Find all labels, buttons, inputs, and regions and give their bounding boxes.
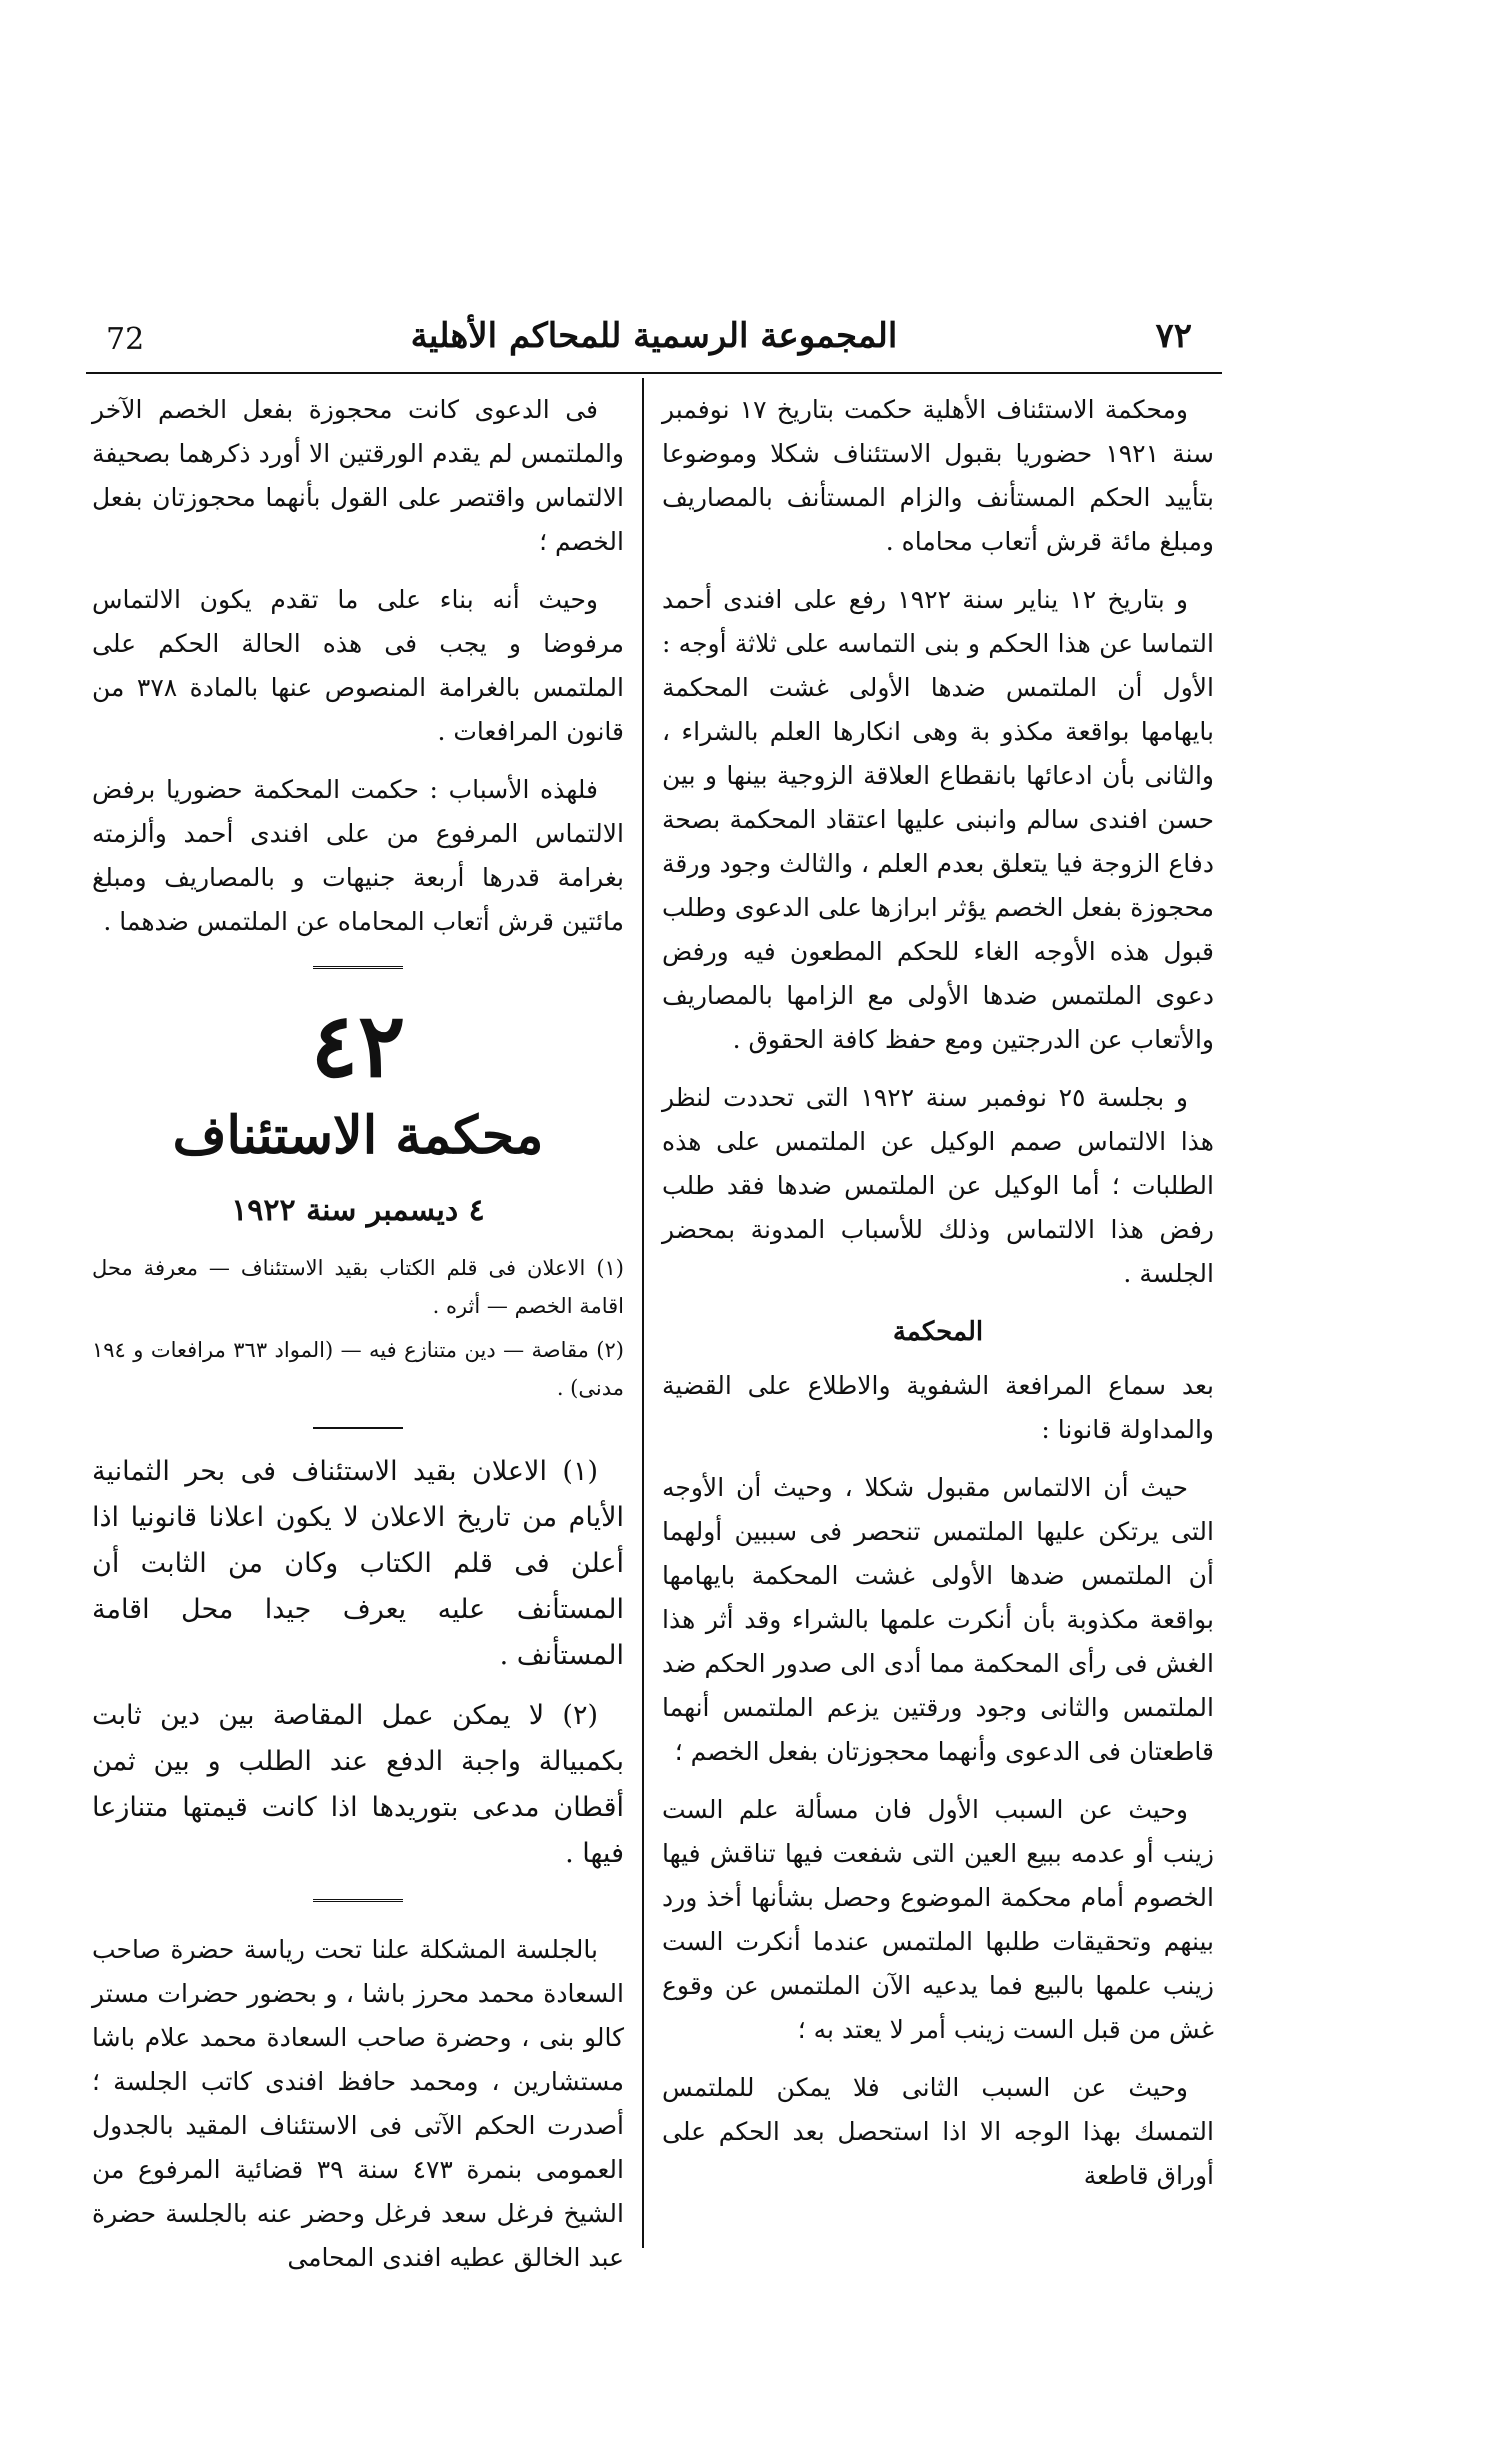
paragraph: وحيث عن السبب الأول فان مسألة علم الست زينب أو عدمه ببيع العين التى شفعت فيها تناقش فيها الخصوم أمام محكمة الموضوع وحصل بشأنها أخذ ورد بينهم وتحقيقات طلبها الملتمس عندما أنكرت الست زينب علمها بالبيع فما يدعيه الآن الملتمس عن وقوع غش من قبل الست زينب أمر لا يعتد به ؛ [662,1795,1214,2044]
section-divider [313,1899,403,1906]
paragraph: فى الدعوى كانت محجوزة بفعل الخصم الآخر والملتمس لم يقدم الورقتين الا أورد ذكرهما بصحيفة الالتماس واقتصر على القول بأنهما محجوزتان بفعل الخصم ؛ [92,395,624,556]
summary-divider [313,1427,403,1429]
page-number-latin: 72 [106,322,145,357]
paragraph: ومحكمة الاستئناف الأهلية حكمت بتاريخ ١٧ نوفمبر سنة ١٩٢١ حضوريا بقبول الاستئناف شكلا وموضوعا بتأييد الحكم المستأنف والزام المستأنف بالمصاريف ومبلغ مائة قرش أتعاب محاماه . [662,395,1214,556]
summary-item: (٢) مقاصة — دين متنازع فيه — (المواد ٣٦٣ مرافعات و ١٩٤ مدنى) . [92,1338,624,1400]
paragraph: و بجلسة ٢٥ نوفمبر سنة ١٩٢٢ التى تحددت لنظر هذا الالتماس صمم الوكيل عن الملتمس على هذه الطلبات ؛ أما الوكيل عن الملتمس ضدها فقد طلب رفض هذا الالتماس وذلك للأسباب المدونة بمحضر الجلسة . [662,1083,1214,1288]
left-column [92,388,624,2294]
page-header [86,308,1222,374]
case-number: ٤٢ [310,993,406,1097]
paragraph: حيث أن الالتماس مقبول شكلا ، وحيث أن الأوجه التى يرتكن عليها الملتمس تنحصر فى سببين أولهما أن الملتمس ضدها الأولى غشت المحكمة بايهامها بواقعة مكذوبة بأن أنكرت علمها بالشراء وقد أثر هذا الغش فى رأى المحكمة مما أدى الى صدور الحكم ضد الملتمس والثانى وجود ورقتين يزعم الملتمس أنهما قاطعتان فى الدعوى وأنهما محجوزتان بفعل الخصم ؛ [662,1473,1214,1766]
column-divider [642,378,644,2248]
section-divider [313,966,403,973]
holding: (٢) لا يمكن عمل المقاصة بين دين ثابت بكمبيالة واجبة الدفع عند الطلب و بين ثمن أقطان مدعى بتوريدها اذا كانت قيمتها متنازعا فيها . [92,1700,624,1869]
case-date: ٤ ديسمبر سنة ١٩٢٢ [231,1193,485,1228]
paragraph: و بتاريخ ١٢ يناير سنة ١٩٢٢ رفع على افندى أحمد التماسا عن هذا الحكم و بنى التماسه على ثلاثة أوجه : الأول أن الملتمس ضدها الأولى غشت المحكمة بايهامها بواقعة مكذو بة وهى انكارها العلم بالشراء ، والثانى بأن ادعائها بانقطاع العلاقة الزوجية بينها و بين حسن افندى سالم وانبنى عليها اعتقاد المحكمة بصحة دفاع الزوجة فيا يتعلق بعدم العلم ، والثالث وجود ورقة محجوزة بفعل الخصم يؤثر ابرازها على الدعوى وطلب قبول هذه الأوجه الغاء للحكم المطعون فيه ورفض دعوى الملتمس ضدها الأولى مع الزامها بالمصاريف والأتعاب عن الدرجتين ومع حفظ كافة الحقوق . [662,585,1214,1054]
session-paragraph: بالجلسة المشكلة علنا تحت رياسة حضرة صاحب السعادة محمد محرز باشا ، و بحضور حضرات مستر كالو بنى ، وحضرة صاحب السعادة محمد علام باشا مستشارين ، ومحمد حافظ افندى كاتب الجلسة ؛ أصدرت الحكم الآتى فى الاستئناف المقيد بالجدول العمومى بنمرة ٤٧٣ سنة ٣٩ قضائية المرفوع من الشيخ فرغل سعد فرغل وحضر عنه بالجلسة حضرة عبد الخالق عطيه افندى المحامى [92,1935,624,2272]
paragraph: وحيث أنه بناء على ما تقدم يكون الالتماس مرفوضا و يجب فى هذه الحالة الحكم على الملتمس بالغرامة المنصوص عنها بالمادة ٣٧٨ من قانون المرافعات . [92,585,624,746]
running-title: المجموعة الرسمية للمحاكم الأهلية [410,316,898,356]
holding: (١) الاعلان بقيد الاستئناف فى بحر الثمانية الأيام من تاريخ الاعلان لا يكون اعلانا قانونيا اذا أعلن فى قلم الكتاب وكان من الثابت أن المستأنف عليه يعرف جيدا محل اقامة المستأنف . [92,1456,624,1671]
page-number-arabic: ٧٢ [1155,316,1192,356]
section-heading: المحكمة [892,1317,984,1347]
opening-statement: بعد سماع المرافعة الشفوية والاطلاع على القضية والمداولة قانونا : [662,1371,1214,1444]
right-column [662,388,1214,2212]
court-name: محكمة الاستئناف [172,1105,544,1166]
summary-item: (١) الاعلان فى قلم الكتاب بقيد الاستئناف — معرفة محل اقامة الخصم — أثره . [92,1256,624,1318]
paragraph: فلهذه الأسباب : حكمت المحكمة حضوريا برفض الالتماس المرفوع من على افندى أحمد وألزمته بغرامة قدرها أربعة جنيهات و بالمصاريف ومبلغ مائتين قرش أتعاب المحاماه عن الملتمس ضدهما . [92,775,624,936]
paragraph: وحيث عن السبب الثانى فلا يمكن للملتمس التمسك بهذا الوجه الا اذا استحصل بعد الحكم على أوراق قاطعة [662,2073,1214,2190]
